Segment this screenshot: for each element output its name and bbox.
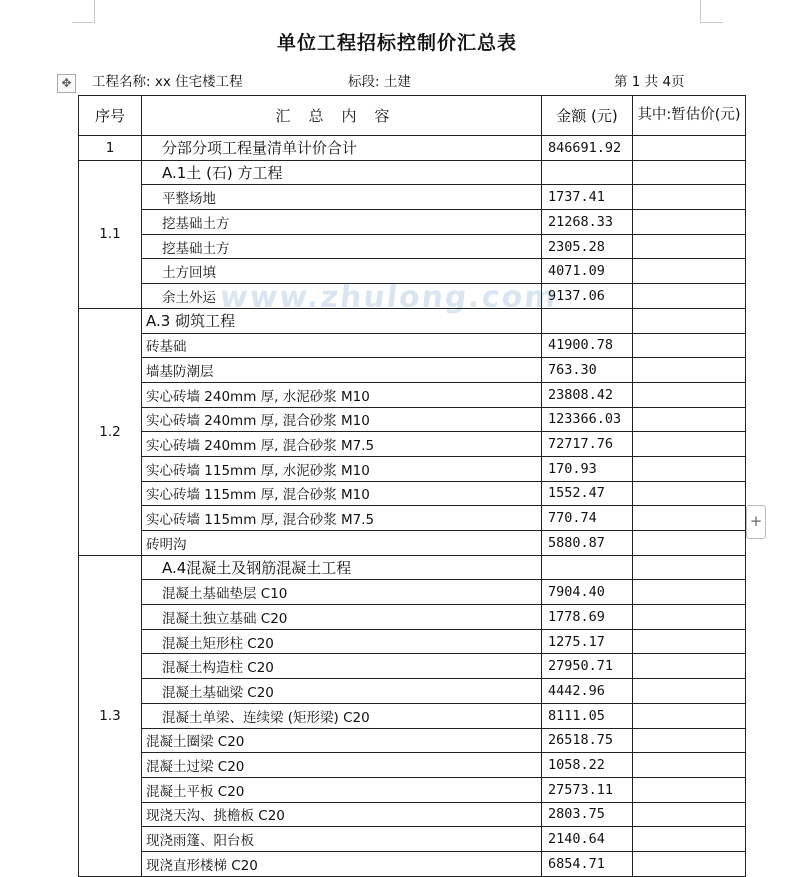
table-move-handle-icon[interactable]: ✥ [57, 74, 76, 93]
row-amount: 1275.17 [542, 629, 633, 654]
row-amount: 5880.87 [542, 531, 633, 556]
table-row [79, 728, 746, 753]
row-content: 余土外运 [142, 284, 542, 309]
table-row [79, 851, 746, 876]
row-provisional [633, 234, 746, 259]
row-content: 实心砖墙 115mm 厚, 混合砂浆 M7.5 [142, 506, 542, 531]
row-provisional [633, 210, 746, 235]
table-row [79, 753, 746, 778]
row-amount: 846691.92 [542, 136, 633, 161]
row-amount: 41900.78 [542, 333, 633, 358]
document-title: 单位工程招标控制价汇总表 [276, 32, 517, 54]
table-row [79, 234, 746, 259]
row-content: 实心砖墙 115mm 厚, 水泥砂浆 M10 [142, 456, 542, 481]
row-content: A.4混凝土及钢筋混凝土工程 [142, 555, 542, 580]
table-row [79, 136, 746, 161]
table-row [79, 407, 746, 432]
row-content: 实心砖墙 240mm 厚, 水泥砂浆 M10 [142, 382, 542, 407]
row-content: 混凝土矩形柱 C20 [142, 629, 542, 654]
row-amount: 1778.69 [542, 605, 633, 630]
row-content: 混凝土过梁 C20 [142, 753, 542, 778]
row-provisional [633, 284, 746, 309]
summary-table [78, 95, 746, 877]
table-row [79, 506, 746, 531]
row-content: 砖基础 [142, 333, 542, 358]
row-provisional [633, 136, 746, 161]
row-seq: 1.3 [79, 555, 142, 876]
row-provisional [633, 629, 746, 654]
row-provisional [633, 728, 746, 753]
row-provisional [633, 456, 746, 481]
table-row [79, 456, 746, 481]
table-row [79, 358, 746, 383]
row-provisional [633, 407, 746, 432]
row-provisional [633, 827, 746, 852]
row-content: 混凝土构造柱 C20 [142, 654, 542, 679]
row-content: 分部分项工程量清单计价合计 [142, 136, 542, 161]
row-amount: 27950.71 [542, 654, 633, 679]
row-amount: 21268.33 [542, 210, 633, 235]
row-amount: 170.93 [542, 456, 633, 481]
row-amount [542, 160, 633, 185]
row-amount: 6854.71 [542, 851, 633, 876]
row-provisional [633, 333, 746, 358]
row-amount: 770.74 [542, 506, 633, 531]
table-row [79, 827, 746, 852]
row-seq: 1.1 [79, 160, 142, 308]
row-content: 混凝土圈梁 C20 [142, 728, 542, 753]
row-amount: 7904.40 [542, 580, 633, 605]
row-provisional [633, 605, 746, 630]
row-content: 土方回填 [142, 259, 542, 284]
row-amount: 23808.42 [542, 382, 633, 407]
watermark: www.zhulong.com [218, 280, 560, 315]
row-provisional [633, 382, 746, 407]
row-content: 混凝土独立基础 C20 [142, 605, 542, 630]
table-row [79, 481, 746, 506]
row-provisional [633, 160, 746, 185]
row-amount: 8111.05 [542, 703, 633, 728]
row-provisional [633, 580, 746, 605]
table-row [79, 382, 746, 407]
row-provisional [633, 259, 746, 284]
row-provisional [633, 654, 746, 679]
row-amount: 72717.76 [542, 432, 633, 457]
row-content: 挖基础土方 [142, 210, 542, 235]
row-provisional [633, 703, 746, 728]
row-amount: 1737.41 [542, 185, 633, 210]
row-provisional [633, 308, 746, 333]
add-column-button[interactable]: + [746, 505, 766, 539]
row-amount: 123366.03 [542, 407, 633, 432]
row-provisional [633, 358, 746, 383]
header-amount: 金额 (元) [542, 96, 633, 136]
row-content: 现浇雨篷、阳台板 [142, 827, 542, 852]
header-provisional: 其中:暂估价(元) [633, 96, 746, 136]
row-amount: 1552.47 [542, 481, 633, 506]
table-header-row [79, 96, 746, 136]
row-content: 实心砖墙 115mm 厚, 混合砂浆 M10 [142, 481, 542, 506]
table-row [79, 703, 746, 728]
project-name-label: 工程名称: xx 住宅楼工程 [92, 74, 243, 90]
row-content: 混凝土单梁、连续梁 (矩形梁) C20 [142, 703, 542, 728]
table-row [79, 308, 746, 333]
row-amount: 27573.11 [542, 777, 633, 802]
row-seq: 1.2 [79, 308, 142, 555]
table-row [79, 580, 746, 605]
row-content: 混凝土基础梁 C20 [142, 679, 542, 704]
table-row [79, 259, 746, 284]
table-row [79, 679, 746, 704]
table-row [79, 432, 746, 457]
table-row [79, 333, 746, 358]
table-row [79, 605, 746, 630]
row-content: 混凝土基础垫层 C10 [142, 580, 542, 605]
row-content: 实心砖墙 240mm 厚, 混合砂浆 M7.5 [142, 432, 542, 457]
row-provisional [633, 531, 746, 556]
row-amount: 1058.22 [542, 753, 633, 778]
row-amount: 9137.06 [542, 284, 633, 309]
page-indicator: 第 1 共 4页 [614, 74, 685, 90]
row-provisional [633, 851, 746, 876]
header-content: 汇总内容 [142, 96, 542, 136]
table-row [79, 777, 746, 802]
table-row [79, 629, 746, 654]
row-provisional [633, 802, 746, 827]
row-seq: 1 [79, 136, 142, 161]
table-row [79, 160, 746, 185]
row-amount: 2140.64 [542, 827, 633, 852]
row-content: 砖明沟 [142, 531, 542, 556]
table-row [79, 284, 746, 309]
row-provisional [633, 506, 746, 531]
row-content: A.3 砌筑工程 [142, 308, 542, 333]
row-provisional [633, 432, 746, 457]
row-amount [542, 308, 633, 333]
row-amount: 4071.09 [542, 259, 633, 284]
row-content: 挖基础土方 [142, 234, 542, 259]
row-amount: 2803.75 [542, 802, 633, 827]
row-amount [542, 555, 633, 580]
row-provisional [633, 481, 746, 506]
row-content: A.1土 (石) 方工程 [142, 160, 542, 185]
table-row [79, 555, 746, 580]
table-row [79, 531, 746, 556]
row-amount: 2305.28 [542, 234, 633, 259]
row-provisional [633, 555, 746, 580]
row-content: 墙基防潮层 [142, 358, 542, 383]
row-provisional [633, 185, 746, 210]
row-content: 实心砖墙 240mm 厚, 混合砂浆 M10 [142, 407, 542, 432]
page-corner-mark-right [700, 0, 723, 23]
table-row [79, 654, 746, 679]
row-provisional [633, 777, 746, 802]
table-row [79, 802, 746, 827]
row-content: 现浇天沟、挑檐板 C20 [142, 802, 542, 827]
table-row [79, 210, 746, 235]
row-amount: 26518.75 [542, 728, 633, 753]
row-amount: 763.30 [542, 358, 633, 383]
row-content: 平整场地 [142, 185, 542, 210]
section-label: 标段: 土建 [348, 74, 411, 90]
row-provisional [633, 679, 746, 704]
row-content: 现浇直形楼梯 C20 [142, 851, 542, 876]
row-content: 混凝土平板 C20 [142, 777, 542, 802]
row-provisional [633, 753, 746, 778]
page-corner-mark-left [72, 0, 95, 23]
header-seq: 序号 [79, 96, 142, 136]
table-row [79, 185, 746, 210]
row-amount: 4442.96 [542, 679, 633, 704]
